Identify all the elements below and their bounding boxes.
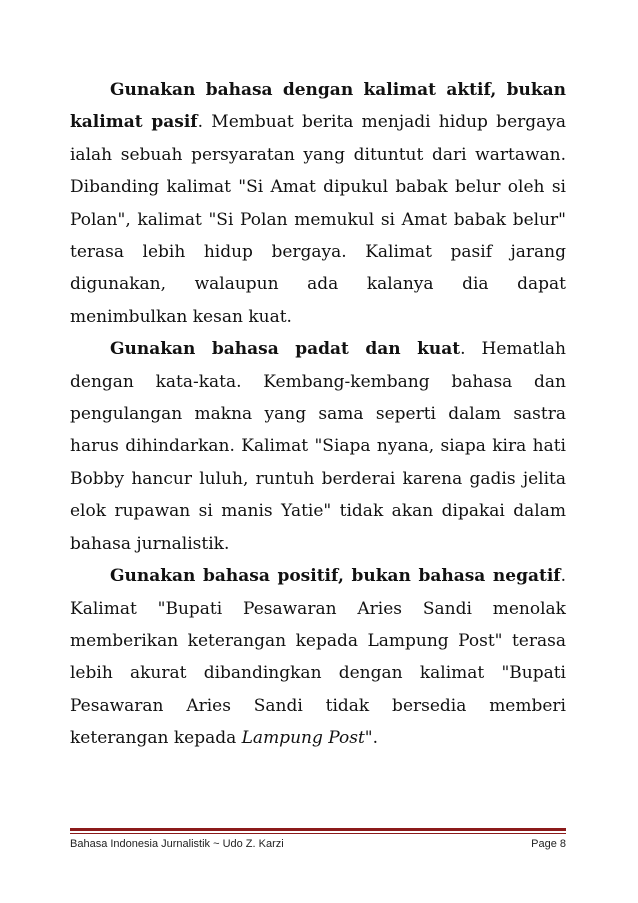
paragraph-active-voice	[70, 74, 566, 333]
footer-title: Bahasa Indonesia Jurnalistik ~ Udo Z. Karzi	[70, 838, 284, 850]
page-body	[70, 74, 566, 755]
paragraph-positive-language	[70, 560, 566, 754]
paragraph-heading-active-voice: Gunakan bahasa dengan kalimat aktif, bukan kalimat pasif	[70, 80, 566, 133]
footer-rule-thick	[70, 828, 566, 831]
paragraph-heading-positive-language: Gunakan bahasa positif, bukan bahasa negatif	[110, 566, 561, 587]
paragraph-text-positive-language: . Kalimat "Bupati Pesawaran Aries Sandi menolak memberikan keterangan kepada Lampung Post" terasa lebih akurat dibandingkan dengan kalimat "Bupati Pesawaran Aries Sandi tidak bersedia memberi keterangan kepada	[70, 566, 566, 749]
paragraph-heading-concise-language: Gunakan bahasa padat dan kuat	[110, 339, 461, 360]
paragraph-italic-lampung-post: Lampung Post	[241, 728, 365, 749]
paragraph-tail-positive-language: ".	[364, 728, 379, 749]
paragraph-concise-language	[70, 333, 566, 560]
paragraph-text-concise-language: . Hematlah dengan kata-kata. Kembang-kembang bahasa dan pengulangan makna yang sama seperti dalam sastra harus dihindarkan. Kalimat "Siapa nyana, siapa kira hati Bobby hancur luluh, runtuh berderai karena gadis jelita elok rupawan si manis Yatie" tidak akan dipakai dalam bahasa jurnalistik.	[70, 339, 566, 554]
page-number: Page 8	[531, 838, 566, 850]
paragraph-text-active-voice: . Membuat berita menjadi hidup bergaya ialah sebuah persyaratan yang dituntut dari wartawan. Dibanding kalimat "Si Amat dipukul babak belur oleh si Polan", kalimat "Si Polan memukul si Amat babak belur" terasa lebih hidup bergaya. Kalimat pasif jarang digunakan, walaupun ada kalanya dia dapat menimbulkan kesan kuat.	[70, 112, 567, 327]
footer-rule-thin	[70, 833, 566, 834]
